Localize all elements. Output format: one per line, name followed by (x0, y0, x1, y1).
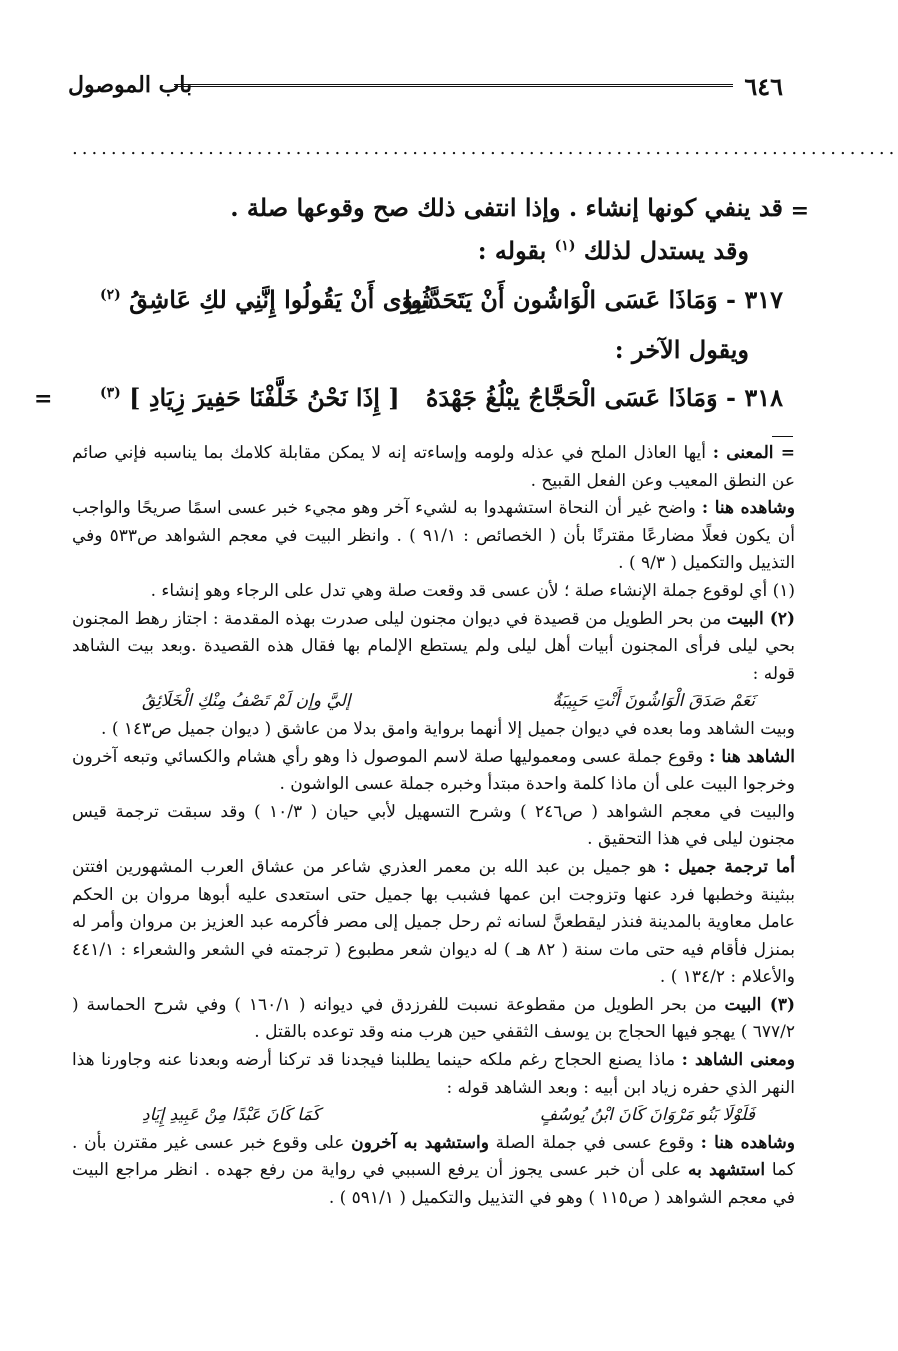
note-1: (١) أي لوقوع جملة الإنشاء صلة ؛ لأن عسى قد وقعت صلة وهي تدل على الرجاء وهو إنشاء . (150, 580, 795, 601)
footnote-ref-3: (٣) (100, 385, 121, 401)
note-2-diwan: وبيت الشاهد وما بعده في ديوان جميل إلا أنهما برواية وامق بدلا من عاشق ( ديوان جميل ص١٤٣ ) . (101, 718, 795, 739)
note-2-shahid-lead: الشاهد هنا : (708, 746, 795, 767)
verse-317-text-b: سِوَى أَنْ يَقُولُوا إِنَّنِي لكِ عَاشِقُ (129, 285, 434, 314)
note-2 (72, 606, 795, 689)
note-2-text: من بحر الطويل من قصيدة في ديوان مجنون ليلى صدرت بهذه المقدمة : اجتاز رهط المجنون بحي ليلى فرأى المجنون أبيات أهل ليلى ولم يستطع الإلمام بها فقال هذه القصيدة .وبعد بيت الشاهد قوله : (72, 608, 795, 684)
note-meaning-lead: = المعنى : (712, 443, 795, 463)
note-evidence (72, 495, 795, 578)
note-3-shahid-d: استشهد به (687, 1160, 766, 1181)
footnote-ref-2: (٢) (100, 287, 121, 303)
dotted-separator: ..................................................................................... (72, 138, 898, 159)
note-3-shahid-a: وقوع عسى في جملة الصلة (495, 1132, 694, 1153)
verse-318-first-hemistich (426, 383, 783, 412)
note-2-verse (72, 688, 795, 716)
verse-318-text-a: وَمَاذَا عَسَى الْحَجَّاجُ يبْلُغُ جَهْدَهُ (425, 383, 718, 412)
verse-318-number: ٣١٨ - (726, 383, 783, 412)
note-3-verse (72, 1102, 795, 1130)
note-3 (72, 992, 795, 1047)
main-line-2 (478, 236, 749, 265)
main-line-2-a: وقد يستدل لذلك (583, 236, 749, 265)
note-3-shahid-e: على أن خبر عسى يجوز أن يرفع السببي في رواية من رفع جهده . انظر مراجع البيت في معجم الشواهد ( ص١١٥ ) وهو في التذييل والتكميل ( ٥٩١/١ ) . (72, 1160, 795, 1209)
note-3-shahid (72, 1130, 795, 1213)
note-evidence-lead: وشاهده هنا : (701, 498, 795, 519)
verse-317-number: ٣١٧ - (726, 285, 783, 314)
note-evidence-text: واضح غير أن النحاة استشهدوا به لشيء آخر وهو مجيء خبر عسى اسمًا صريحًا والواجب أن يكون فعلًا مضارعًا مقترنًا بأن ( الخصائص : ٩١/١ ) . وانظر البيت في معجم الشواهد ص٥٣٣ وفي التذييل والتكميل ( ٩/٣ ) . (72, 498, 795, 574)
note-2-shahid (72, 744, 795, 799)
note-3-verse-b: كَمَا كَانَ عَبْدًا مِنْ عَبِيدِ إِيَادِ (142, 1105, 321, 1126)
main-line-other: ويقول الآخر : (614, 335, 749, 364)
footnotes (72, 440, 795, 1213)
continuation-mark: = (790, 198, 809, 224)
verse-318-second-hemistich (100, 383, 400, 412)
note-3-shahid-lead: وشاهده هنا : (700, 1132, 795, 1153)
verse-317-text-a: وَمَاذَا عَسَى الْوَاشُون أَنْ يَتَحَدَّثُوا (404, 285, 718, 314)
header-rule (174, 84, 733, 89)
verse-317-second-hemistich (100, 285, 434, 314)
note-meaning (72, 440, 795, 495)
end-mark: = (34, 386, 53, 412)
note-jamil-bio (72, 854, 795, 992)
verse-318-text-b: [ إِذَا نَحْنُ خَلَّفْنَا حَفِيرَ زِيَادِ ] (129, 383, 400, 412)
note-2-shahid-text: وقوع جملة عسى ومعموليها صلة لاسم الموصول ذا وهو رأي هشام والكسائي وتبعه آخرون وخرجوا البيت على أن ماذا كلمة واحدة مبتدأ وخبره جملة عسى الواشون . (72, 746, 795, 795)
note-2-lead: (٢) البيت (726, 608, 795, 629)
footnote-ref-1: (١) (554, 238, 576, 254)
note-2-verse-a: نَعَمْ صَدَقَ الْوَاشُونَ أَنْتِ حَبِيبَةٌ (552, 691, 755, 712)
note-3-lead: (٣) البيت (724, 994, 795, 1015)
note-3-verse-a: فَلَوْلَا بَنُو مَرْوَانَ كَانَ ابْنُ يُوسُفٍ (539, 1105, 755, 1126)
note-3-meaning (72, 1047, 795, 1102)
note-meaning-text: أيها العاذل الملح في عذله ولومه وإساءته إنه لا يمكن مقابلة كلامك بما يناسبه فإني صائم عن النطق المعيب وعن الفعل القبيح . (72, 443, 795, 491)
section-title: باب الموصول (68, 72, 193, 98)
note-3-meaning-lead: ومعنى الشاهد : (681, 1050, 795, 1071)
verse-317-first-hemistich (404, 285, 783, 314)
note-2-verse-b: إليَّ وإن لَمْ تَصْفُ مِنْكِ الْخَلَائِقُ (142, 691, 351, 712)
footnote-divider (772, 436, 793, 437)
note-jamil-bio-lead: أما ترجمة جميل : (663, 856, 795, 877)
note-3-shahid-c: على وقوع خبر عسى غير مقترن بأن . كما (72, 1132, 795, 1181)
note-jamil-bio-text: هو جميل بن عبد الله بن معمر العذري شاعر من عشاق العرب المشهورين افتتن ببثينة وخطبها فرد عنها وتزوجت ابن عمها فشبب بها جميل حتى استعدى عليه أبوها مروان بن الحكم عامل معاوية بالمدينة فنذر ليقطعنَّ لسانه ثم رحل جميل إلى مصر فأكرمه عبد العزيز بن مروان وأمر له بمنزل فأقام فيه حتى مات سنة ( ٨٢ هـ ) له ديوان شعر مطبوع ( ترجمته في الشعر والشعراء : ٤٤١/١ والأعلام : ١٣٤/٢ ) . (72, 856, 795, 988)
note-3-meaning-text: ماذا يصنع الحجاج رغم ملكه حينما يطلبنا فيجدنا قد تركنا أرضه وبعدنا عنه وجاورنا هذا النهر الذي حفره زياد ابن أبيه : وبعد الشاهد قوله : (72, 1050, 795, 1098)
note-2-refs: والبيت في معجم الشواهد ( ص٢٤٦ ) وشرح التسهيل لأبي حيان ( ١٠/٣ ) وقد سبقت ترجمة قيس مجنون ليلى في هذا التحقيق . (72, 801, 795, 850)
note-3-shahid-b: واستشهد به آخرون (351, 1132, 489, 1153)
main-line-2-b: بقوله : (477, 236, 547, 265)
page-number: ٦٤٦ (744, 72, 783, 101)
main-line-1: قد ينفي كونها إنشاء . وإذا انتفى ذلك صح وقوعها صلة . (230, 193, 783, 222)
note-3-text: من بحر الطويل من مقطوعة نسبت للفرزدق في ديوانه ( ١٦٠/١ ) وفي شرح الحماسة ( ٦٧٧/٢ ) يهجو فيها الحجاج بن يوسف الثقفي حين هرب منه وقد توعده بالقتل . (72, 994, 795, 1043)
